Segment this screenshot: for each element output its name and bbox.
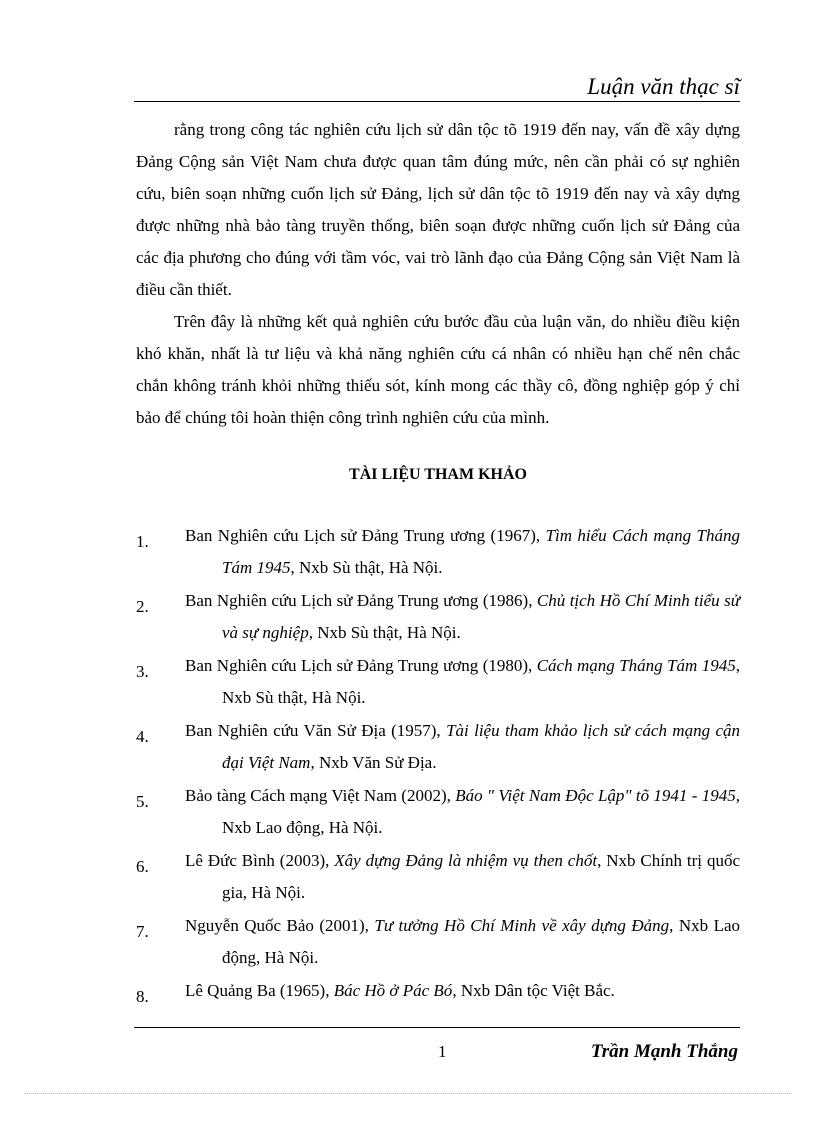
reference-author: Ban Nghiên cứu Lịch sử Đảng Trung ương (1980), [185, 656, 537, 675]
paragraph-2: Trên đây là những kết quả nghiên cứu bước đầu của luận văn, do nhiều điều kiện khó khăn, nhất là tư liệu và khả năng nghiên cứu cá nhân có nhiều hạn chế nên chắc chắn không tránh khỏi những thiếu sót, kính mong các thầy cô, đồng nghiệp góp ý chỉ bảo để chúng tôi hoàn thiện công trình nghiên cứu của mình. [136, 312, 740, 427]
reference-title: Cách mạng Tháng Tám 1945 [536, 656, 736, 675]
reference-author: Nguyễn Quốc Bảo (2001), [185, 916, 375, 935]
reference-author: Lê Quảng Ba (1965), [185, 981, 334, 1000]
reference-title: Bác Hồ ở Pác Bó [333, 981, 453, 1000]
footer-author: Trần Mạnh Thắng [590, 1041, 738, 1062]
reference-publisher: , Nxb Lao động, Hà Nội. [222, 916, 740, 967]
reference-title: Tư tưởng Hồ Chí Minh về xây dựng Đảng [374, 916, 670, 935]
reference-title: Tài liệu tham khảo lịch sử cách mạng cận đại Việt Nam [222, 721, 740, 772]
page-number: 1 [438, 1042, 447, 1061]
reference-publisher: , Nxb Sù thật, Hà Nội. [290, 558, 443, 577]
reference-item [136, 910, 740, 974]
reference-item [136, 975, 740, 1007]
reference-publisher: , Nxb Lao động, Hà Nội. [222, 786, 740, 837]
reference-number: 5. [136, 792, 149, 811]
reference-title: Báo " Việt Nam Độc Lập" tõ 1941 - 1945 [455, 786, 736, 805]
reference-item [136, 780, 740, 844]
reference-number: 4. [136, 727, 149, 746]
reference-publisher: , Nxb Chính trị quốc gia, Hà Nội. [222, 851, 740, 902]
reference-item [136, 520, 740, 584]
reference-publisher: , Nxb Sù thật, Hà Nội. [222, 656, 740, 707]
reference-item [136, 585, 740, 649]
reference-number: 1. [136, 532, 149, 551]
reference-title: Xây dựng Đảng là nhiệm vụ then chốt [334, 851, 598, 870]
body-text [136, 114, 740, 434]
reference-author: Ban Nghiên cứu Lịch sử Đảng Trung ương (1967), [185, 526, 546, 545]
reference-list [136, 520, 740, 1008]
reference-number: 3. [136, 662, 149, 681]
reference-item [136, 715, 740, 779]
reference-number: 6. [136, 857, 149, 876]
reference-author: Bảo tàng Cách mạng Việt Nam (2002), [185, 786, 456, 805]
header-title: Luận văn thạc sĩ [587, 74, 740, 99]
reference-item [136, 650, 740, 714]
header-rule [134, 101, 740, 102]
reference-publisher: , Nxb Dân tộc Việt Bắc. [452, 981, 615, 1000]
footer-rule [134, 1027, 740, 1028]
reference-publisher: , Nxb Sù thật, Hà Nội. [308, 623, 461, 642]
paragraph-1: rằng trong công tác nghiên cứu lịch sử dân tộc tõ 1919 đến nay, vấn đề xây dựng Đảng Cộng sản Việt Nam chưa được quan tâm đúng mức, nên cần phải có sự nghiên cứu, biên soạn những cuốn lịch sử Đảng, lịch sử dân tộc tõ 1919 đến nay và xây dựng được những nhà bảo tàng truyền thống, biên soạn được những cuốn lịch sử Đảng của các địa phương cho đúng với tầm vóc, vai trò lãnh đạo của Đảng Cộng sản Việt Nam là điều cần thiết. [136, 120, 740, 299]
reference-number: 7. [136, 922, 149, 941]
references-heading: TÀI LIỆU THAM KHẢO [349, 466, 527, 483]
reference-title: Tìm hiểu Cách mạng Tháng Tám 1945 [222, 526, 740, 577]
reference-publisher: , Nxb Văn Sử Địa. [310, 753, 437, 772]
reference-author: Ban Nghiên cứu Lịch sử Đảng Trung ương (1986), [185, 591, 537, 610]
reference-author: Ban Nghiên cứu Văn Sử Địa (1957), [185, 721, 447, 740]
reference-author: Lê Đức Bình (2003), [185, 851, 335, 870]
reference-number: 8. [136, 987, 149, 1006]
reference-title: Chủ tịch Hồ Chí Minh tiểu sử và sự nghiệp [222, 591, 740, 642]
page-edge-divider [24, 1093, 792, 1094]
reference-number: 2. [136, 597, 149, 616]
reference-item [136, 845, 740, 909]
